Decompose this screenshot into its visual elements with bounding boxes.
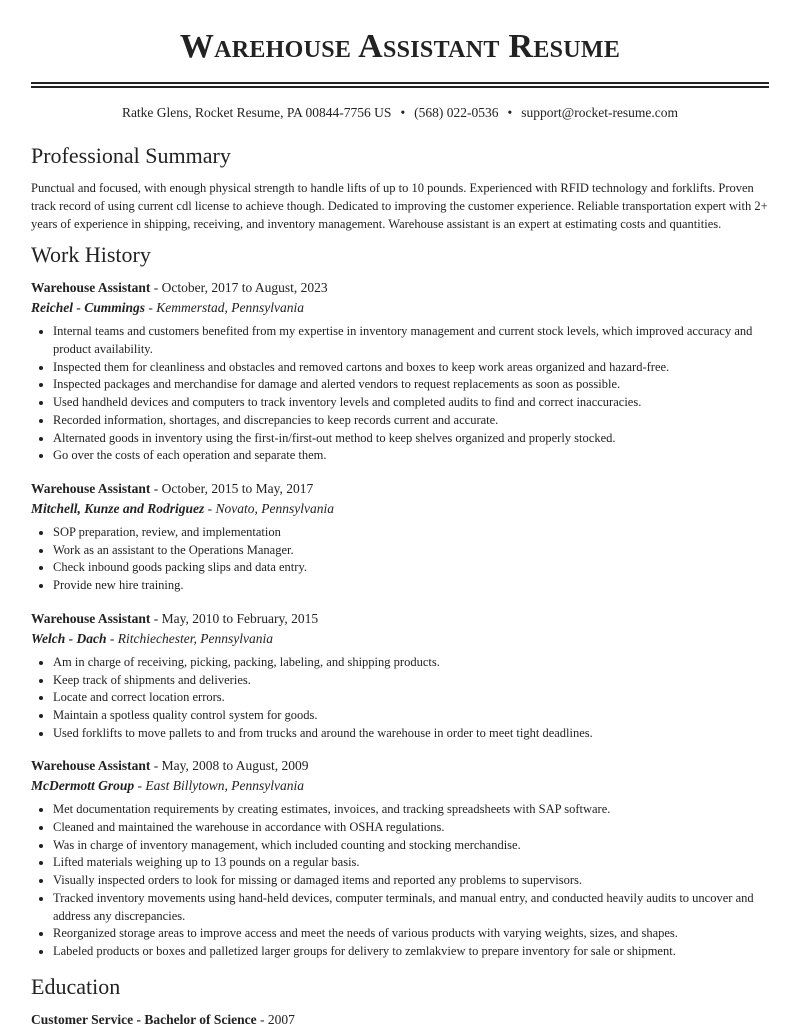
employer-location: - East Billytown, Pennsylvania <box>137 778 304 794</box>
job-bullet: • Used handheld devices and computers to track inventory levels and completed audits to find and correct inaccuracies. <box>53 394 769 412</box>
job-entry <box>31 278 769 465</box>
job-title-line <box>31 278 769 298</box>
job-bullet-list <box>31 524 769 595</box>
education-degree: Customer Service - Bachelor of Science <box>31 1011 257 1027</box>
job-title: Warehouse Assistant <box>31 280 151 296</box>
work-history-list <box>31 278 769 960</box>
job-bullet: • Labeled products or boxes and palletized larger groups for delivery to zemlakview to prepare inventory for sale or shipment. <box>53 943 769 961</box>
employer-location: - Kemmerstad, Pennsylvania <box>148 300 304 316</box>
job-bullet: • Reorganized storage areas to improve access and meet the needs of various products with varying weights, sizes, and shapes. <box>53 925 769 943</box>
job-bullet: • Visually inspected orders to look for missing or damaged items and reported any problems to supervisors. <box>53 872 769 890</box>
job-bullet: • Work as an assistant to the Operations Manager. <box>53 542 769 560</box>
contact-phone: (568) 022-0536 <box>414 105 499 120</box>
job-bullet: • Used forklifts to move pallets to and from trucks and around the warehouse in order to meet tight deadlines. <box>53 725 769 743</box>
job-bullet: • Keep track of shipments and deliveries. <box>53 672 769 690</box>
job-bullet: • Tracked inventory movements using hand-held devices, computer terminals, and manual entry, and conducted heavily audits to uncover and address any discrepancies. <box>53 890 769 925</box>
job-bullet: • Check inbound goods packing slips and data entry. <box>53 559 769 577</box>
job-dates: - October, 2015 to May, 2017 <box>153 481 314 496</box>
employer-name: Reichel - Cummings <box>31 300 146 316</box>
job-bullet: • Am in charge of receiving, picking, packing, labeling, and shipping products. <box>53 654 769 672</box>
job-title-line <box>31 756 769 776</box>
job-bullet: • Lifted materials weighing up to 13 pounds on a regular basis. <box>53 854 769 872</box>
work-history-heading: Work History <box>31 242 151 268</box>
job-bullet: • Recorded information, shortages, and discrepancies to keep records current and accurate. <box>53 412 769 430</box>
summary-heading: Professional Summary <box>31 143 231 168</box>
job-dates: - May, 2008 to August, 2009 <box>153 758 309 774</box>
education-entry <box>31 1010 769 1030</box>
job-entry <box>31 479 769 595</box>
job-bullet: • Alternated goods in inventory using the first-in/first-out method to keep shelves organized and properly stocked. <box>53 430 769 448</box>
contact-email: support@rocket-resume.com <box>521 105 679 120</box>
education-list <box>31 1010 769 1030</box>
employer-line <box>31 298 769 318</box>
resume-content <box>31 138 769 1030</box>
job-entry <box>31 609 769 743</box>
employer-line <box>31 629 769 649</box>
contact-separator: • <box>400 105 406 120</box>
employer-name: Welch - Dach <box>31 630 107 646</box>
job-entry <box>31 756 769 960</box>
education-year: - 2007 <box>259 1011 295 1027</box>
job-bullet: • Go over the costs of each operation and separate them. <box>53 447 769 465</box>
employer-line <box>31 499 769 519</box>
job-bullet: • Was in charge of inventory management, which included counting and stocking merchandise. <box>53 837 769 855</box>
education-heading: Education <box>31 973 121 999</box>
header-divider-bottom <box>31 86 769 88</box>
job-bullet: • Internal teams and customers benefited from my expertise in inventory management and current stock levels, which improved accuracy and product availability. <box>53 323 769 358</box>
employer-location: - Ritchiechester, Pennsylvania <box>109 630 273 646</box>
job-title: Warehouse Assistant <box>31 610 151 626</box>
header-divider-top <box>31 82 769 84</box>
job-bullet-list <box>31 801 769 960</box>
job-title: Warehouse Assistant <box>31 481 151 496</box>
job-title: Warehouse Assistant <box>31 758 151 774</box>
employer-name: Mitchell, Kunze and Rodriguez <box>31 501 205 516</box>
job-bullet: • Provide new hire training. <box>53 577 769 595</box>
employer-location: - Novato, Pennsylvania <box>207 501 335 516</box>
job-bullet: • Met documentation requirements by creating estimates, invoices, and tracking spreadsheets with SAP software. <box>53 801 769 819</box>
job-bullet: • Inspected packages and merchandise for damage and alerted vendors to request replacements as soon as possible. <box>53 376 769 394</box>
job-bullet: • Maintain a spotless quality control system for goods. <box>53 707 769 725</box>
summary-text: Punctual and focused, with enough physical strength to handle lifts of up to 10 pounds. Experienced with RFID technology and forklifts. Proven track record of using current cdl license to achieve though. Dedicated to improving the customer experience. Reliable transportation expert with 2+ years of experience in shipping, receiving, and inventory management. Warehouse assistant is an expert at estimating costs and quantities. <box>31 181 768 232</box>
job-bullet: • Cleaned and maintained the warehouse in accordance with OSHA regulations. <box>53 819 769 837</box>
contact-line <box>0 105 800 121</box>
contact-address: Ratke Glens, Rocket Resume, PA 00844-7756 US <box>121 105 392 120</box>
contact-separator: • <box>507 105 513 120</box>
job-title-line <box>31 479 769 499</box>
job-bullet: • Locate and correct location errors. <box>53 689 769 707</box>
job-dates: - October, 2017 to August, 2023 <box>153 280 328 296</box>
employer-name: McDermott Group <box>31 778 135 794</box>
employer-line <box>31 776 769 796</box>
job-bullet-list <box>31 654 769 743</box>
job-bullet: • SOP preparation, review, and implementation <box>53 524 769 542</box>
job-bullet: • Inspected them for cleanliness and obstacles and removed cartons and boxes to keep work areas organized and hazard-free. <box>53 359 769 377</box>
job-bullet-list <box>31 323 769 465</box>
resume-title: Warehouse Assistant Resume <box>179 28 621 65</box>
job-title-line <box>31 609 769 629</box>
job-dates: - May, 2010 to February, 2015 <box>153 610 319 626</box>
